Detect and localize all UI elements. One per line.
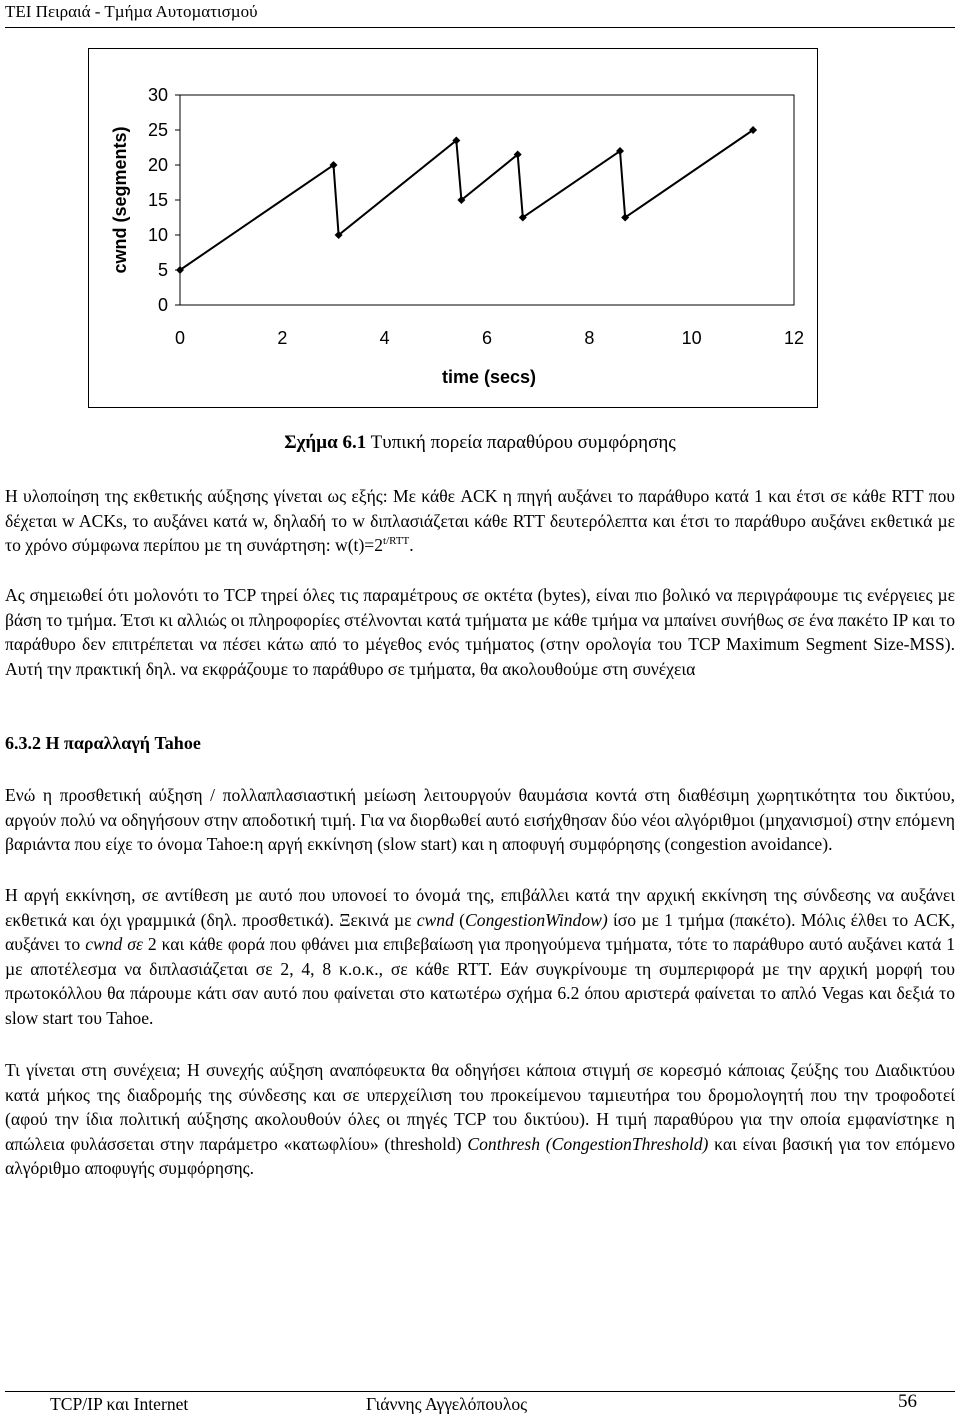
paragraph-exponential (5, 484, 955, 558)
x-tick-label: 12 (783, 328, 805, 348)
paragraph-segments: Ας σηµειωθεί ότι µολονότι το TCP τηρεί όλες τις παραµέτρους σε οκτέτα (bytes), είναι πιο βολικό να περιγράφουµε τις ενέργειες µε βάση το τµήµα. Έτσι κι αλλιώς οι πληροφορίες στέλνονται κατά τµήµατα µε κάθε τµήµα να µπαίνει συνήθως σε ένα πακέτο IP και το παράθυρο δεν επιτρέπεται να πέσει κάτω από το µέγεθος ενός τµήµατος (στην ορολογία του TCP Maximum Segment Size-MSS). Αυτή την πρακτική δηλ. να εκφράζουµε το παράθυρο σε τµήµατα, θα ακολουθούµε στη συνέχεια (5, 585, 955, 679)
y-tick-label: 20 (147, 155, 168, 175)
paragraph-text: Η υλοποίηση της εκθετικής αύξησης γίνεται ως εξής: Με κάθε ACK η πηγή αυξάνει το παράθυρο κατά 1 και έτσι σε κάθε RTT που δέχεται w ACKs, το αυξάνει κατά w, δηλαδή το w διπλασιάζεται κάθε RTT δευτερόλεπτα και έτσι το παράθυρο αυξάνει εκθετικά µε το χρόνο σύµφωνα περίπου µε τη συνάρτηση: w(t)=2 (5, 486, 955, 556)
footer-author: Γιάννης Αγγελόπουλος (366, 1394, 528, 1414)
x-tick-label: 4 (379, 328, 390, 348)
page-header: ΤΕΙ Πειραιά - Τµήµα Αυτοµατισµού (5, 2, 258, 21)
y-tick-label: 25 (147, 120, 168, 140)
paragraph-threshold (5, 1058, 955, 1181)
y-tick-label: 10 (147, 225, 168, 245)
paragraph-end: . (409, 535, 414, 556)
x-tick-label: 0 (174, 328, 186, 348)
header-rule (5, 27, 955, 28)
y-axis-label: cwnd (segments) (110, 126, 130, 274)
paragraph-slow-start (5, 883, 955, 1031)
text-run: και είναι βασική για τον επόµενο αλγόριθµο αποφυγής συµφόρησης. (5, 1133, 955, 1179)
x-tick-label: 10 (681, 328, 702, 348)
x-tick-label: 6 (481, 328, 493, 348)
text-run: ( (453, 909, 466, 930)
cwnd-chart (89, 49, 817, 407)
text-run: Τι γίνεται στη συνέχεια; Η συνεχής αύξηση αναπόφευκτα θα οδηγήσει κάποια στιγµή σε κορεσµό κάποιας ζεύξης του ∆ιαδικτύου κατά µήκος της διαδροµής της σύνδεσης και σε υπερχείλιση του προκείµενου ταµιευτήρα του δροµολογητή που την τροφοδοτεί (αφού την ίδια πολιτική αύξησης ακολουθούν όλες οι πηγές TCP του δικτύου). Η τιµή παραθύρου για την οποία εµφανίστηκε η απώλεια φυλάσσεται στην παράµετρο «κατωφλίου» (threshold) (5, 1060, 955, 1154)
y-tick-label: 15 (147, 190, 168, 210)
text-run: 2 και κάθε φορά που φθάνει µια επιβεβαίωση για προηγούµενα τµήµατα, τότε το παράθυρο αυτό αυξάνει κατά 1 µε αποτέλεσµα να διπλασιάζεται σε 2, 4, 8 κ.ο.κ., σε κάθε RTT. Εάν συγκρίνουµε τη συµπεριφορά µε την αρχική µορφή του πρωτοκόλλου θα πάρουµε κάτι σαν αυτό που φαίνεται στο κατωτέρω σχήµα 6.2 όπου αριστερά φαίνεται το απλό Vegas και δεξιά το slow start του Tahoe. (5, 934, 956, 1028)
figure-caption-text: Τυπική πορεία παραθύρου συµφόρησης (366, 432, 676, 453)
text-run: Η αργή εκκίνηση, σε αντίθεση µε αυτό που υπονοεί το όνοµά της, επιβάλλει κατά την αρχική εκκίνηση της σύνδεσης να αυξάνει εκθετικά και όχι γραµµικά (δηλ. προσθετικά). Ξεκινά µε (5, 885, 955, 930)
section-heading: 6.3.2 Η παραλλαγή Tahoe (5, 733, 201, 753)
x-tick-label: 2 (277, 328, 288, 348)
y-tick-label: 0 (157, 295, 168, 315)
plot-area (180, 95, 794, 305)
y-tick-label: 5 (157, 260, 168, 280)
superscript: t/RTT (383, 535, 410, 548)
text-run: ίσο µε 1 τµήµα (πακέτο). Μόλις έλθει το ACK, αυξάνει το (5, 909, 955, 955)
italic-term: Conthresh (CongestionThreshold) (467, 1133, 709, 1154)
page-number: 56 (898, 1391, 917, 1412)
figure-label: Σχήµα 6.1 (284, 432, 367, 453)
x-tick-label: 8 (584, 328, 595, 348)
footer-rule (5, 1391, 955, 1392)
italic-term: cwnd σε (85, 934, 143, 955)
figure-caption (0, 432, 960, 454)
y-tick-label: 30 (147, 85, 168, 105)
footer-book-title: TCP/IP και Internet (50, 1394, 189, 1414)
paragraph-tahoe-intro: Ενώ η προσθετική αύξηση / πολλαπλασιαστική µείωση λειτουργούν θαυµάσια κοντά στη διαθέσιµη χωρητικότητα του δικτύου, αργούν πολύ να οδηγήσουν στην αποδοτική τιµή. Για να διορθωθεί αυτό εισήχθησαν δύο νέοι αλγόριθµοι (µηχανισµοί) στην επόµενη βαριάντα που είχε το όνοµα Tahoe:η αργή εκκίνηση (slow start) και η αποφυγή συµφόρησης (congestion avoidance). (5, 785, 955, 855)
chart-frame (88, 48, 818, 408)
italic-term: cwnd (416, 909, 454, 930)
x-axis-label: time (secs) (441, 367, 537, 387)
italic-term: CongestionWindow) (465, 909, 608, 930)
